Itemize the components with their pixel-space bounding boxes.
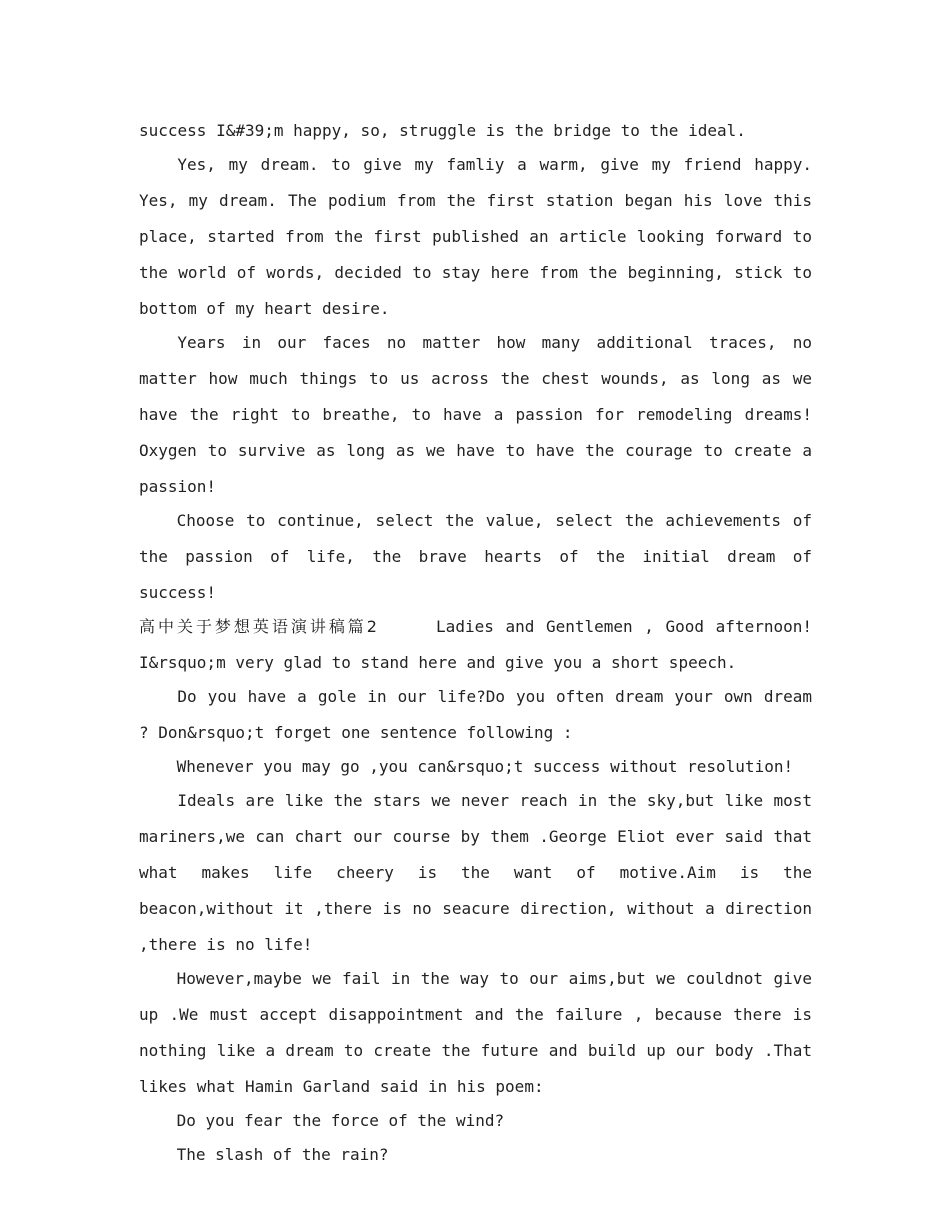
paragraph-10: Do you fear the force of the wind? <box>176 1111 505 1130</box>
paragraph-5 <box>139 609 812 681</box>
paragraph-2: Yes, my dream. to give my famliy a warm, give my friend happy. Yes, my dream. The podium from the first station began his love this place, started from the first published an article looking forward to the world of words, decided to stay here from the beginning, stick to bottom of my heart desire. <box>139 155 812 318</box>
paragraph-4: Choose to continue, select the value, select the achievements of the passion of life, the brave hearts of the initial dream of success! <box>139 511 812 602</box>
paragraph-11: The slash of the rain? <box>176 1145 389 1164</box>
document-page <box>139 113 812 1173</box>
paragraph-3: Years in our faces no matter how many additional traces, no matter how much things to us across the chest wounds, as long as we have the right to breathe, to have a passion for remodeling dreams! Oxygen to survive as long as we have to have the courage to create a passion! <box>139 333 812 496</box>
paragraph-6: Do you have a gole in our life?Do you often dream your own dream ? Don&rsquo;t forget one sentence following : <box>139 687 812 742</box>
section-heading: 高中关于梦想英语演讲稿篇2 <box>139 617 378 636</box>
paragraph-9: However,maybe we fail in the way to our aims,but we couldnot give up .We must accept disappointment and the failure , because there is nothing like a dream to create the future and build up our body .That likes what Hamin Garland said in his poem: <box>139 969 812 1096</box>
paragraph-7: Whenever you may go ,you can&rsquo;t success without resolution! <box>176 757 794 776</box>
paragraph-8: Ideals are like the stars we never reach in the sky,but like most mariners,we can chart our course by them .George Eliot ever said that what makes life cheery is the want of motive.Aim is the beacon,without it ,there is no seacure direction, without a direction ,there is no life! <box>139 791 812 954</box>
paragraph-5-text: Ladies and Gentlemen , Good afternoon! I&rsquo;m very glad to stand here and give you a short speech. <box>139 617 813 672</box>
paragraph-1: success I&#39;m happy, so, struggle is the bridge to the ideal. <box>139 121 746 140</box>
